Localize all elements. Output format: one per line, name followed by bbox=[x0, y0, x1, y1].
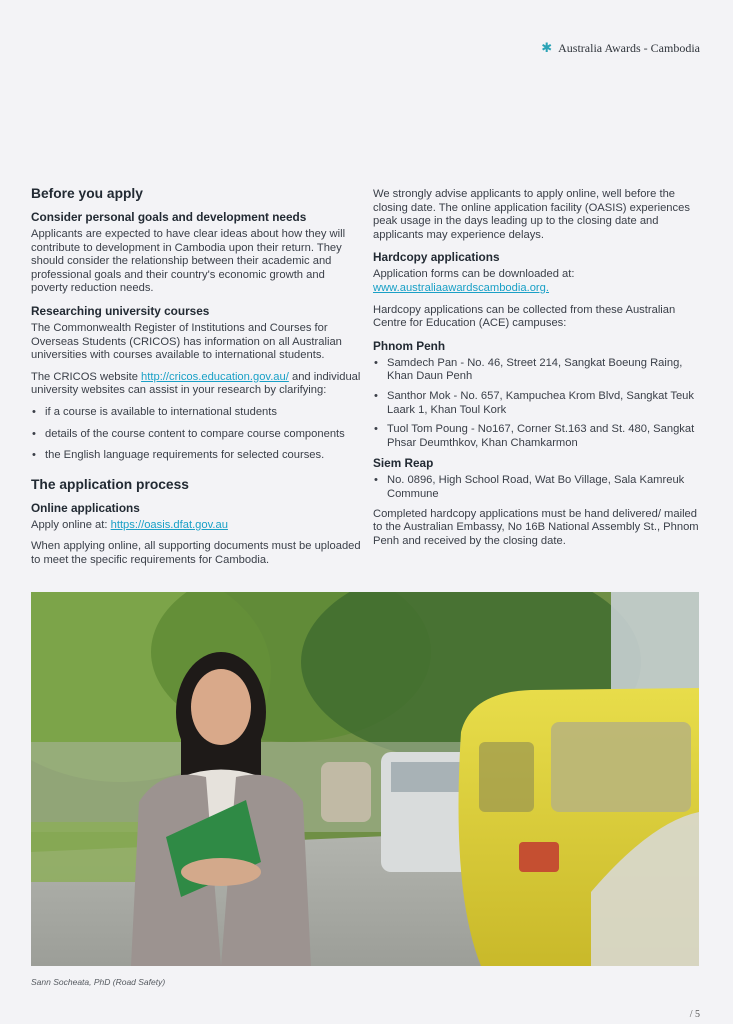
student-photo bbox=[31, 592, 699, 966]
left-column bbox=[31, 186, 361, 576]
right-column bbox=[373, 188, 703, 556]
phnom-penh-campuses bbox=[373, 357, 703, 451]
list-item: • Samdech Pan - No. 46, Street 214, Sangkat Boeung Raing, Khan Daun Penh bbox=[373, 357, 703, 384]
cricos-website-intro: The CRICOS website bbox=[31, 370, 142, 383]
paragraph-goals: Applicants are expected to have clear ideas about how they will contribute to development in Cambodia upon their return. They should consider the relationship between their academic and professional goals and their country's economic growth and poverty reduction needs. bbox=[31, 228, 346, 295]
heading-phnom-penh: Phnom Penh bbox=[373, 338, 446, 353]
paragraph-supporting-docs: When applying online, all supporting documents must be uploaded to meet the specific requirements for Cambodia. bbox=[31, 540, 361, 566]
list-item: • Santhor Mok - No. 657, Kampuchea Krom Blvd, Sangkat Teuk Laark 1, Khan Toul Kork bbox=[373, 390, 703, 417]
paragraph-advise: We strongly advise applicants to apply online, well before the closing date. The online application facility (OASIS) experiences peak usage in the days leading up to the closing date and applicants may experience delays. bbox=[373, 188, 690, 241]
paragraph-delivered: Completed hardcopy applications must be hand delivered/ mailed to the Australian Embassy, No 16B National Assembly St., Phnom Penh and received by the closing date. bbox=[373, 507, 699, 547]
heading-application-process: The application process bbox=[31, 476, 189, 492]
list-item: • No. 0896, High School Road, Wat Bo Village, Sala Kamreuk Commune bbox=[373, 474, 703, 501]
page-header bbox=[541, 40, 700, 56]
list-item: • if a course is available to international students bbox=[31, 406, 361, 420]
heading-siem-reap: Siem Reap bbox=[373, 456, 434, 471]
heading-personal-goals: Consider personal goals and development needs bbox=[31, 210, 307, 224]
cricos-link[interactable]: http://cricos.education.gov.au/ bbox=[141, 370, 289, 383]
heading-online-applications: Online applications bbox=[31, 500, 140, 515]
paragraph-forms bbox=[373, 268, 703, 295]
forms-intro: Application forms can be downloaded at: bbox=[373, 268, 575, 281]
cricos-website-rest: and individual university websites can assist in your research by clarifying: bbox=[31, 370, 361, 397]
star-icon: ✱ bbox=[541, 40, 553, 55]
paragraph-collected: Hardcopy applications can be collected from these Australian Centre for Education (ACE) campuses: bbox=[373, 303, 676, 330]
heading-researching: Researching university courses bbox=[31, 303, 210, 318]
heading-before-you-apply: Before you apply bbox=[31, 186, 143, 201]
page-number: / 5 bbox=[689, 1009, 700, 1020]
heading-hardcopy: Hardcopy applications bbox=[373, 250, 500, 265]
photo-caption: Sann Socheata, PhD (Road Safety) bbox=[31, 977, 166, 987]
list-item: • the English language requirements for selected courses. bbox=[31, 449, 361, 463]
oasis-link[interactable]: https://oasis.dfat.gov.au bbox=[110, 518, 228, 531]
siem-reap-campuses bbox=[373, 474, 703, 501]
header-title: Australia Awards - Cambodia bbox=[558, 40, 700, 55]
apply-online-intro: Apply online at: bbox=[31, 518, 111, 531]
list-item: • details of the course content to compare course components bbox=[31, 428, 361, 442]
clarifying-list bbox=[31, 406, 361, 463]
forms-link[interactable]: www.australiaawardscambodia.org. bbox=[373, 281, 549, 294]
paragraph-cricos: The Commonwealth Register of Institutions and Courses for Overseas Students (CRICOS) has information on all Australian universities with courses available to international students. bbox=[31, 321, 342, 362]
paragraph-apply-online bbox=[31, 519, 361, 533]
paragraph-cricos-website bbox=[31, 371, 361, 398]
list-item: • Tuol Tom Poung - No167, Corner St.163 and St. 480, Sangkat Phsar Deumthkov, Khan Chamkarmon bbox=[373, 423, 703, 450]
